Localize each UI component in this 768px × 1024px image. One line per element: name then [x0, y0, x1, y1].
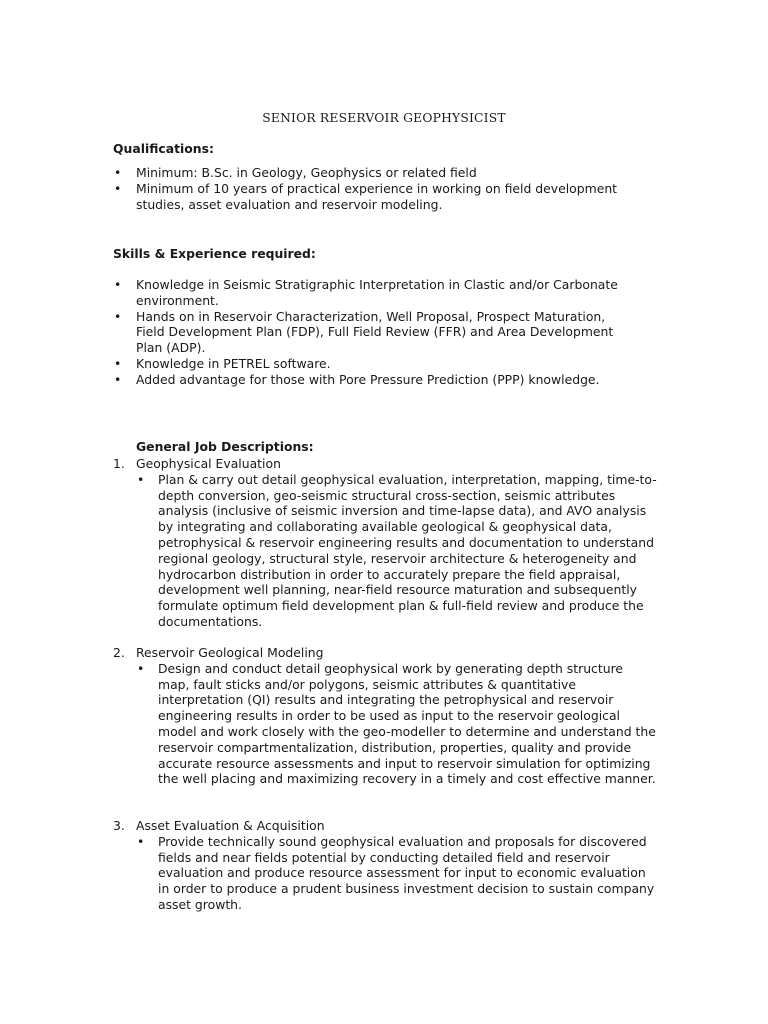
list-item: • Hands on in Reservoir Characterization, Well Proposal, Prospect Maturation, Field Development Plan (FDP), Full Field Review (FFR) and Area Development Plan (ADP).: [114, 308, 614, 356]
general-heading: General Job Descriptions:: [136, 439, 314, 454]
bullet-icon: •: [114, 165, 122, 180]
skills-list: [113, 277, 633, 388]
document-title: SENIOR RESERVOIR GEOPHYSICIST: [262, 111, 506, 125]
list-item: • Provide technically sound geophysical evaluation and proposals for discovered fields and near fields potential by conducting detailed field and reservoir evaluation and produce resource assessment for input to economic evaluation in order to produce a prudent business investment decision to sustain company asset growth.: [137, 833, 655, 912]
job-section-reservoir-geological-modeling: [113, 645, 658, 787]
section-title: Asset Evaluation & Acquisition: [136, 818, 325, 833]
section-title: Geophysical Evaluation: [136, 456, 281, 471]
section-bullets: [136, 661, 658, 787]
qualifications-heading: Qualifications:: [113, 141, 214, 156]
job-section-asset-evaluation: [113, 818, 658, 913]
section-number: 3.: [113, 818, 125, 833]
section-number: 1.: [113, 456, 125, 471]
bullet-icon: •: [114, 308, 122, 324]
job-section-list: [113, 645, 658, 787]
list-item: • Knowledge in PETREL software.: [114, 355, 331, 371]
section-bullets: [136, 834, 658, 913]
job-section-list: [113, 818, 658, 913]
section-title: Reservoir Geological Modeling: [136, 645, 324, 660]
list-item: • Minimum of 10 years of practical experience in working on field development studies, asset evaluation and reservoir modeling.: [114, 180, 618, 212]
section-number: 2.: [113, 645, 125, 660]
qualifications-list: [113, 165, 633, 212]
bullet-icon: •: [137, 471, 145, 487]
list-item: • Knowledge in Seismic Stratigraphic Interpretation in Clastic and/or Carbonate environment.: [114, 277, 618, 308]
bullet-icon: •: [114, 277, 122, 292]
list-item: • Plan & carry out detail geophysical evaluation, interpretation, mapping, time-to-depth conversion, geo-seismic structural cross-section, seismic attributes analysis (inclusive of seismic inversion and time-lapse data), and AVO analysis by integrating and collaborating available geological & geophysical data, petrophysical & reservoir engineering results and documentation to understand regional geology, structural style, reservoir architecture & heterogeneity and hydrocarbon distribution in order to accurately prepare the field appraisal, development well planning, near-field resource maturation and subsequently formulate optimum field development plan & full-field review and produce the documentations.: [137, 471, 657, 629]
job-section-list: [113, 456, 658, 630]
list-item: • Design and conduct detail geophysical work by generating depth structure map, fault sticks and/or polygons, seismic attributes & quantitative interpretation (QI) results and integrating the petrophysical and reservoir engineering results in order to be used as input to the reservoir geological model and work closely with the geo-modeller to determine and understand the reservoir compartmentalization, distribution, properties, quality and provide accurate resource assessments and input to reservoir simulation for optimizing the well placing and maximizing recovery in a timely and cost effective manner.: [137, 660, 656, 787]
bullet-icon: •: [114, 180, 122, 196]
skills-heading: Skills & Experience required:: [113, 246, 316, 261]
list-item: • Minimum: B.Sc. in Geology, Geophysics or related field: [114, 165, 477, 180]
bullet-icon: •: [137, 833, 145, 849]
bullet-icon: •: [114, 371, 122, 387]
section-bullets: [136, 472, 658, 630]
bullet-icon: •: [137, 660, 145, 676]
bullet-icon: •: [114, 355, 122, 371]
job-section-geophysical-evaluation: [113, 456, 658, 630]
list-item: • Added advantage for those with Pore Pressure Prediction (PPP) knowledge.: [114, 371, 600, 387]
